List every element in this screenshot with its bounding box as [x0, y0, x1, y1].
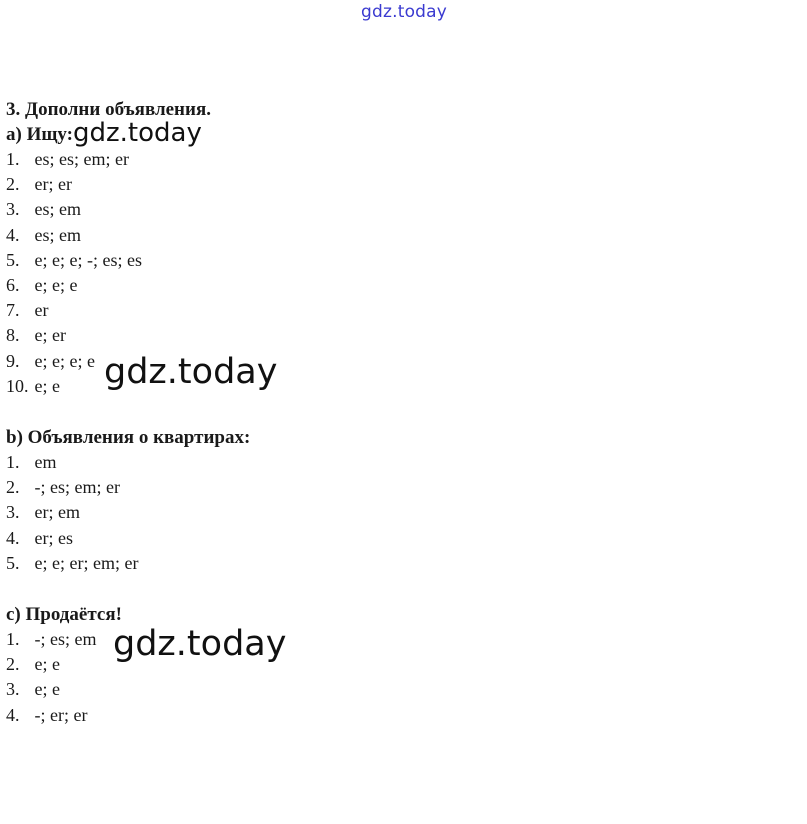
- item-text: es; em: [34, 224, 81, 245]
- list-item: [6, 475, 786, 500]
- exercise-title: 3. Дополни объявления.: [6, 99, 211, 120]
- item-number: 5.: [6, 552, 20, 573]
- item-number: 8.: [6, 325, 20, 346]
- item-number: 3.: [6, 502, 20, 523]
- item-text: es; es; em; er: [34, 149, 129, 169]
- section-heading: b) Объявления о квартирах:: [6, 427, 251, 449]
- item-text: -; es; em: [34, 629, 97, 650]
- item-number: 9.: [6, 350, 20, 371]
- item-text: e; e: [34, 375, 60, 396]
- item-text: e; e; e; e: [34, 350, 95, 371]
- item-text: -; es; em; er: [34, 477, 120, 498]
- item-number: 3.: [6, 199, 20, 220]
- item-number: 4.: [6, 224, 20, 245]
- list-item: [6, 172, 786, 197]
- item-number: 6.: [6, 275, 20, 296]
- list-item: [6, 677, 786, 702]
- item-number: 4.: [6, 527, 20, 548]
- list-item: [6, 500, 786, 525]
- list-item: [6, 298, 786, 323]
- list-item: [6, 147, 786, 172]
- item-text: e; e: [34, 679, 60, 700]
- section-heading: c) Продаётся!: [6, 604, 122, 626]
- item-number: 7.: [6, 300, 20, 321]
- item-text: e; e; e: [34, 275, 78, 296]
- item-number: 4.: [6, 704, 20, 725]
- item-text: er: [34, 300, 49, 321]
- item-number: 2.: [6, 654, 20, 675]
- section-c: [6, 602, 786, 728]
- section-heading: a) Ищу:: [6, 124, 73, 145]
- list-item: [6, 273, 786, 298]
- list-item: [6, 248, 786, 273]
- item-text: e; er: [34, 325, 66, 346]
- section-b: [6, 425, 786, 576]
- list-item: [6, 551, 786, 576]
- item-text: -; er; er: [34, 704, 88, 725]
- watermark: gdz.today: [104, 352, 278, 392]
- list-item: [6, 223, 786, 248]
- item-text: er; es: [34, 527, 73, 548]
- list-item: [6, 323, 786, 348]
- item-number: 5.: [6, 249, 20, 270]
- item-text: er; em: [34, 502, 80, 523]
- item-number: 1.: [6, 452, 20, 473]
- item-text: e; e; e; -; es; es: [34, 249, 142, 270]
- header-watermark: gdz.today: [361, 2, 448, 22]
- item-number: 2.: [6, 174, 20, 195]
- list-item: [6, 703, 786, 728]
- list-item: [6, 526, 786, 551]
- item-number: 10.: [6, 375, 29, 396]
- answer-list: [6, 450, 786, 576]
- item-number: 3.: [6, 679, 20, 700]
- list-item: [6, 197, 786, 222]
- item-text: e; e; er; em; er: [34, 552, 139, 573]
- item-number: 1.: [6, 629, 20, 650]
- watermark: gdz.today: [73, 118, 202, 148]
- item-text: es; em: [34, 199, 81, 220]
- watermark: gdz.today: [113, 624, 287, 664]
- item-number: 1.: [6, 149, 20, 169]
- item-text: e; e: [34, 654, 60, 675]
- list-item: [6, 450, 786, 475]
- item-number: 2.: [6, 477, 20, 498]
- item-text: em: [34, 452, 57, 473]
- item-text: er; er: [34, 174, 72, 195]
